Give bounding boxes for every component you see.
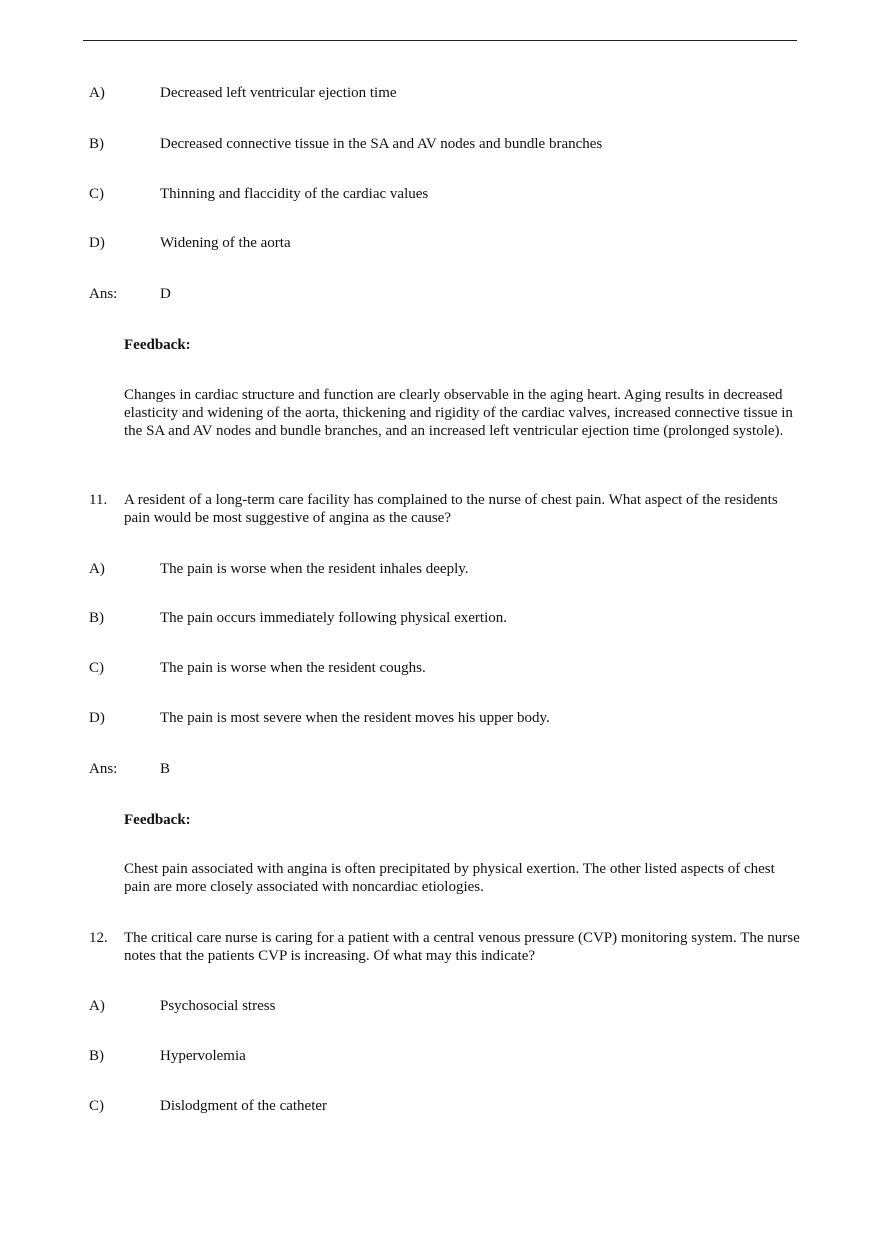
q12-question-text: The critical care nurse is caring for a patient with a central venous pressure (CVP) monitoring system. The nurse notes that the patients CVP is increasing. Of what may this indicate?	[124, 930, 800, 964]
q12-option-b-text: Hypervolemia	[160, 1048, 246, 1064]
q11-answer-label: Ans:	[89, 761, 118, 777]
q11-option-d-label: D)	[89, 710, 105, 726]
q10-option-d-text: Widening of the aorta	[160, 235, 291, 251]
q10-option-b-label: B)	[89, 136, 104, 152]
q11-question-text: A resident of a long-term care facility has complained to the nurse of chest pain. What aspect of the residents pain would be most suggestive of angina as the cause?	[124, 492, 778, 526]
q10-option-c-text: Thinning and flaccidity of the cardiac values	[160, 186, 429, 202]
q12-option-b-label: B)	[89, 1048, 104, 1064]
q11-feedback-heading: Feedback:	[124, 812, 191, 828]
q10-answer-value: D	[160, 286, 171, 302]
q12-number: 12.	[89, 930, 108, 946]
q11-option-b-text: The pain occurs immediately following physical exertion.	[160, 610, 507, 626]
q11-option-a-text: The pain is worse when the resident inhales deeply.	[160, 561, 469, 577]
q11-number: 11.	[89, 492, 108, 508]
q11-option-c-text: The pain is worse when the resident coughs.	[160, 660, 426, 676]
q10-answer-label: Ans:	[89, 286, 118, 302]
q11-option-d-text: The pain is most severe when the resident moves his upper body.	[160, 710, 550, 726]
q11-option-c-label: C)	[89, 660, 104, 676]
q10-option-a-label: A)	[89, 85, 105, 101]
q10-option-c-label: C)	[89, 186, 104, 202]
q10-option-b-text: Decreased connective tissue in the SA and AV nodes and bundle branches	[160, 136, 603, 152]
q11-answer-value: B	[160, 761, 171, 777]
q10-feedback-text: Changes in cardiac structure and function are clearly observable in the aging heart. Aging results in decreased elasticity and widening of the aorta, thickening and rigidity of the cardiac valves, increased connective tissue in the SA and AV nodes and bundle branches, and an increased left ventricular ejection time (prolonged systole).	[124, 387, 793, 439]
q11-feedback-text: Chest pain associated with angina is often precipitated by physical exertion. The other listed aspects of chest pain are more closely associated with noncardiac etiologies.	[124, 861, 775, 895]
q10-option-d-label: D)	[89, 235, 105, 251]
q11-option-b-label: B)	[89, 610, 104, 626]
q12-option-a-text: Psychosocial stress	[160, 998, 276, 1014]
q12-option-c-text: Dislodgment of the catheter	[160, 1098, 328, 1114]
q10-option-a-text: Decreased left ventricular ejection time	[160, 85, 397, 101]
q10-feedback-heading: Feedback:	[124, 337, 191, 353]
q12-option-a-label: A)	[89, 998, 105, 1014]
header-rule	[83, 40, 797, 41]
q12-option-c-label: C)	[89, 1098, 104, 1114]
q11-option-a-label: A)	[89, 561, 105, 577]
